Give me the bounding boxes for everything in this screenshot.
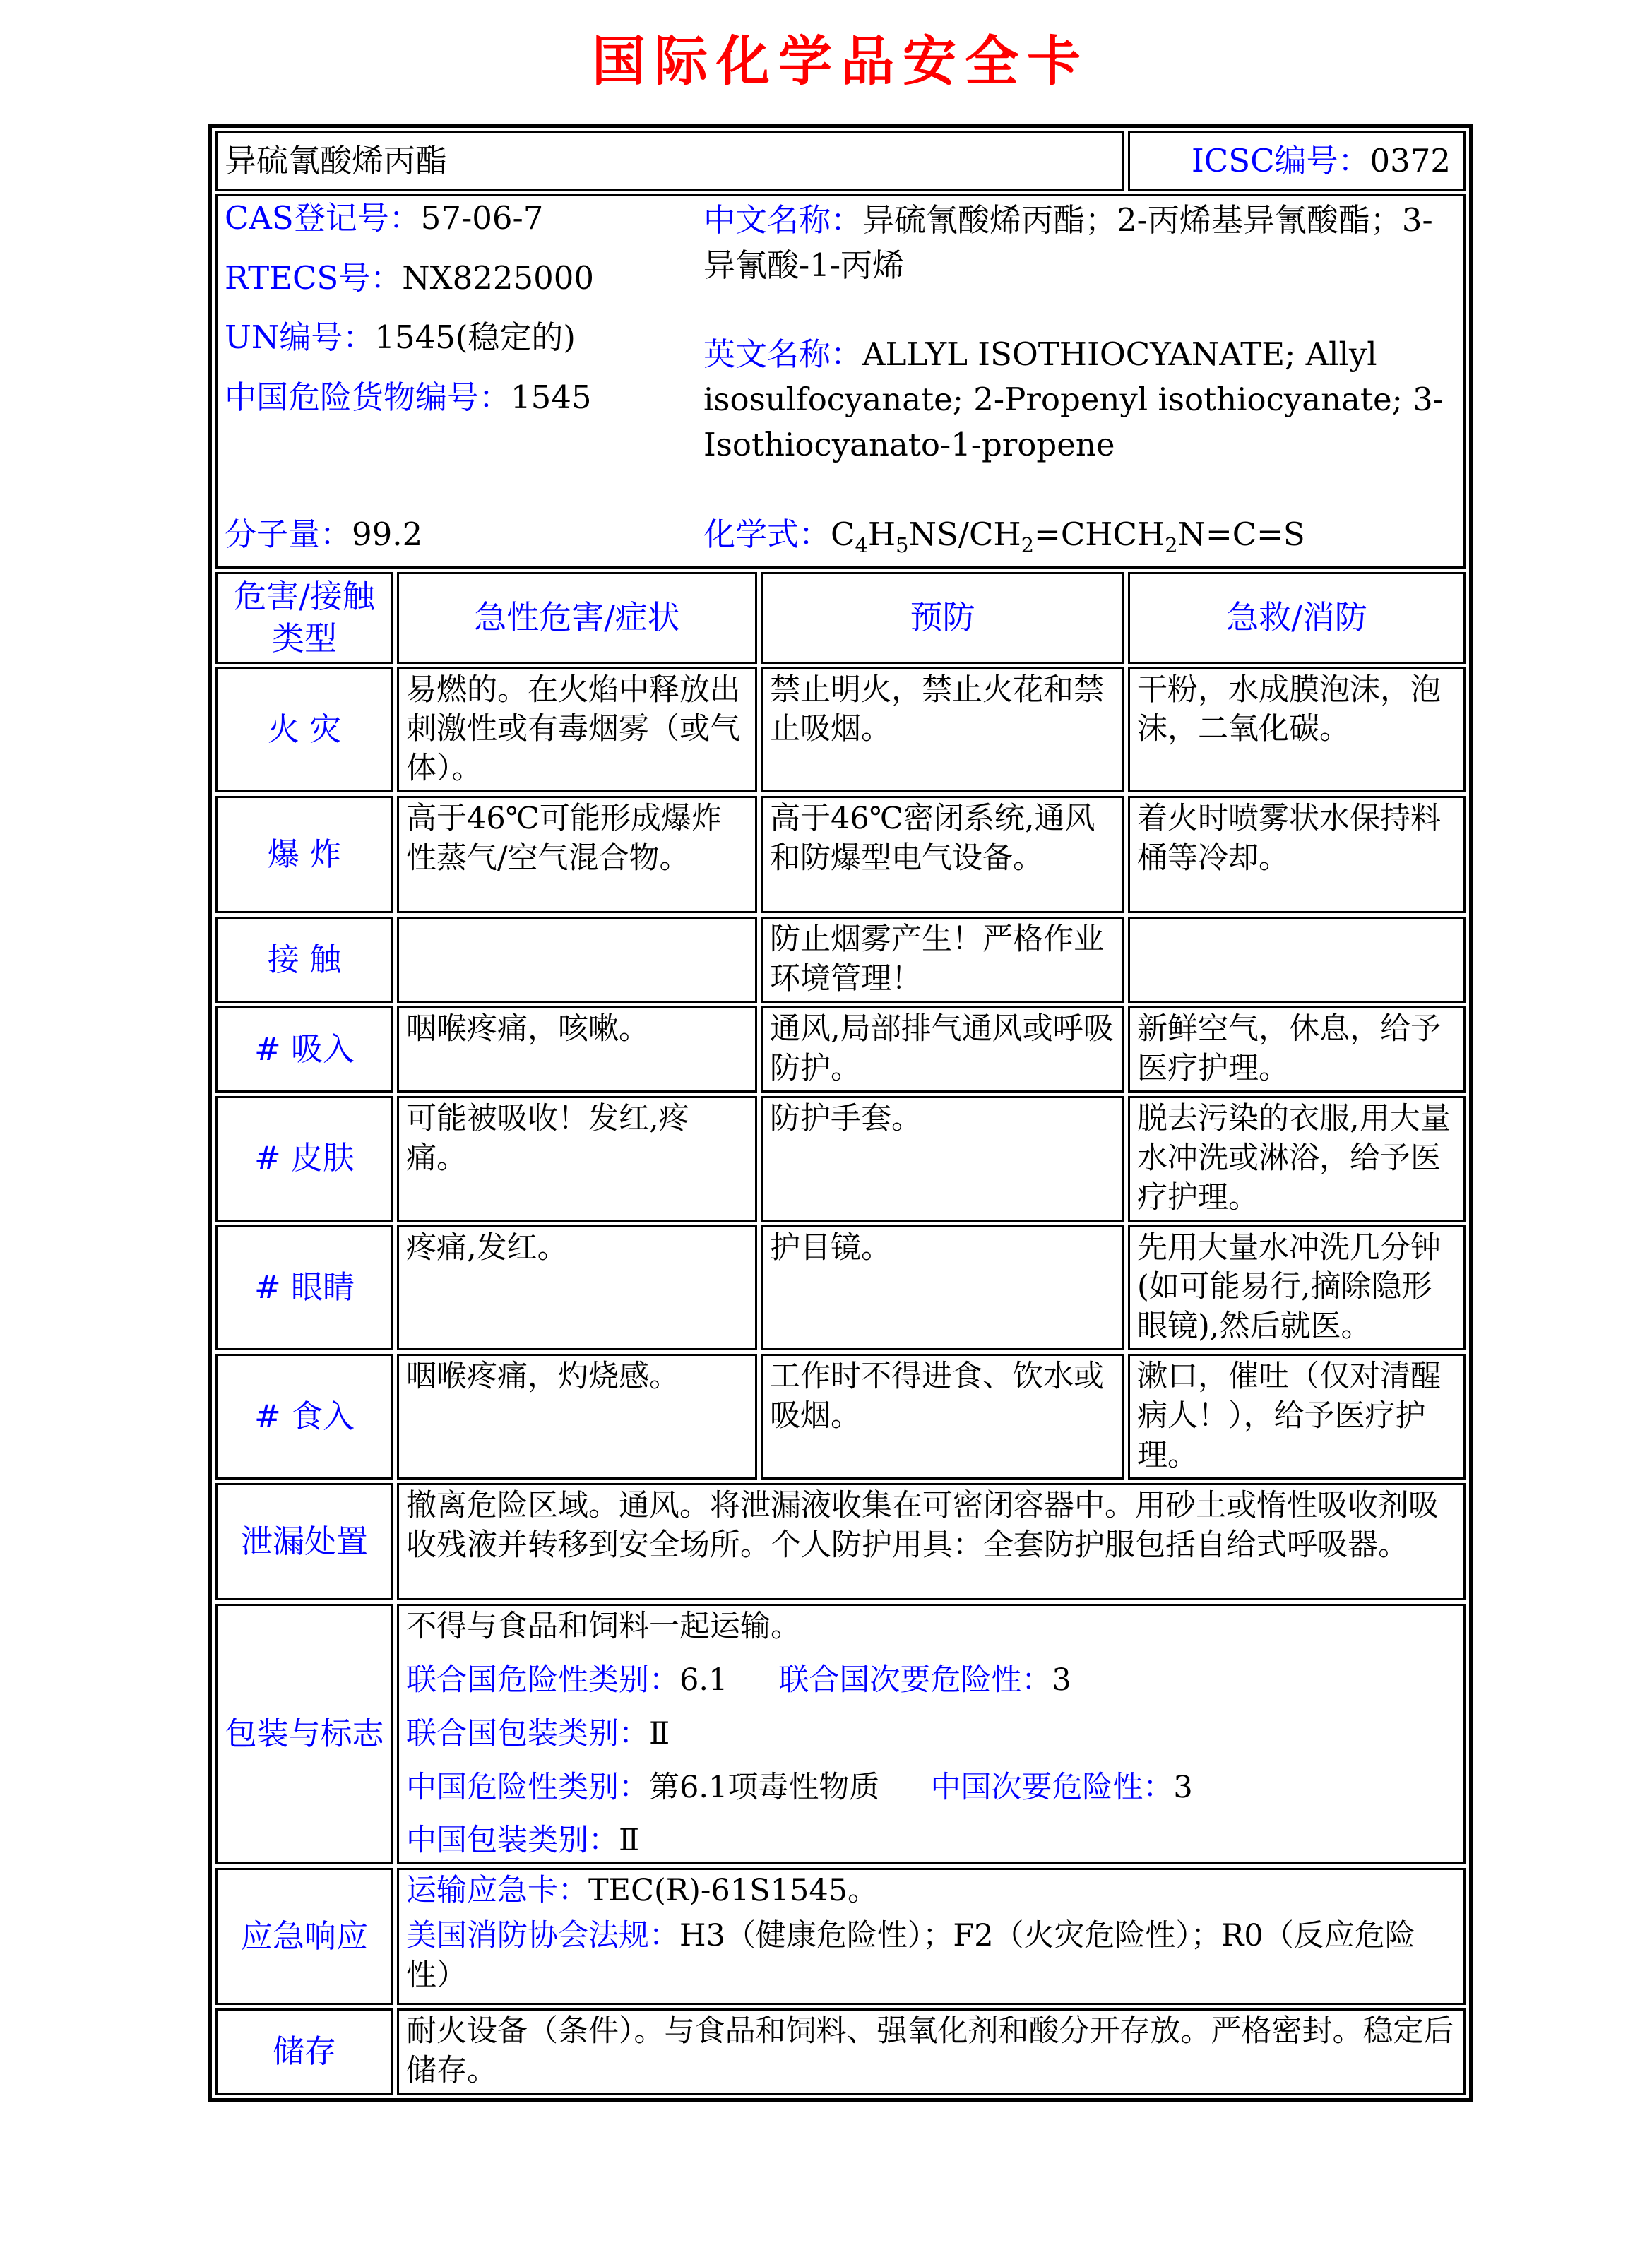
row-ingestion-symptoms: 咽喉疼痛，灼烧感。 [397,1354,757,1480]
row-eyes-response: 先用大量水冲洗几分钟(如可能易行,摘除隐形眼镜),然后就医。 [1128,1225,1466,1351]
col-header-firstaid: 急救/消防 [1128,572,1466,664]
col-header-hazard-type: 危害/接触 类型 [215,572,393,664]
row-packaging-content [397,1604,1466,1864]
row-spillage-label: 泄漏处置 [215,1483,393,1600]
row-explosion [215,796,1466,913]
row-exposure-prevention: 防止烟雾产生！严格作业环境管理！ [761,917,1124,1003]
row-emergency [215,1868,1466,2005]
row-exposure-label: 接 触 [215,917,393,1003]
row-exposure [215,917,1466,1003]
row-skin-response: 脱去污染的衣服,用大量水冲洗或淋浴，给予医疗护理。 [1128,1096,1466,1222]
chemical-formula-line: 化学式：$C_4H_5NS/CH_2=CHCH_2N=C=S$ [703,515,1305,557]
cas-line: CAS登记号：57-06-7 [225,199,544,237]
names-block [703,198,1456,467]
row-skin-prevention: 防护手套。 [761,1096,1124,1222]
row-inhalation-label: # 吸入 [215,1006,393,1093]
row-spillage [215,1483,1466,1600]
row-emergency-content [397,1868,1466,2005]
row-eyes-symptoms: 疼痛,发红。 [397,1225,757,1351]
row-inhalation-response: 新鲜空气，休息，给予医疗护理。 [1128,1006,1466,1093]
row-explosion-symptoms: 高于46℃可能形成爆炸性蒸气/空气混合物。 [397,796,757,913]
row-explosion-response: 着火时喷雾状水保持料桶等冷却。 [1128,796,1466,913]
row-fire-label: 火 灾 [215,667,393,793]
row-storage [215,2008,1466,2095]
row-exposure-symptoms [397,917,757,1003]
row-skin [215,1096,1466,1222]
row-eyes-label: # 眼睛 [215,1225,393,1351]
row-inhalation-prevention: 通风,局部排气通风或呼吸防护。 [761,1006,1124,1093]
page-title: 国际化学品安全卡 [592,30,1089,93]
identifiers-cell [215,194,1466,569]
row-spillage-text: 撤离危险区域。通风。将泄漏液收集在可密闭容器中。用砂土或惰性吸收剂吸收残液并转移到安全场所。个人防护用具：全套防护服包括自给式呼吸器。 [397,1483,1466,1600]
row-fire-symptoms: 易燃的。在火焰中释放出刺激性或有毒烟雾（或气体）。 [397,667,757,793]
icsc-number-cell [1128,131,1466,191]
substance-name: 异硫氰酸烯丙酯 [215,131,1124,191]
row-fire [215,667,1466,793]
col-header-prevention: 预防 [761,572,1124,664]
rtecs-line: RTECS号：NX8225000 [225,258,595,297]
cn-dg-number-line: 中国危险货物编号：1545 [225,378,592,416]
un-number-line: UN编号：1545(稳定的) [225,319,576,356]
row-skin-label: # 皮肤 [215,1096,393,1222]
icsc-number: 0372 [1369,141,1451,179]
row-fire-response: 干粉，水成膜泡沫，泡沫，二氧化碳。 [1128,667,1466,793]
row-ingestion-prevention: 工作时不得进食、饮水或吸烟。 [761,1354,1124,1480]
packaging-transport-note: 不得与食品和饲料一起运输。 [406,1608,801,1644]
molecular-weight-line: 分子量：99.2 [225,515,423,553]
header-row [215,131,1466,191]
packaging-un-class-line: 联合国危险性类别：6.1 联合国次要危险性：3 [406,1662,1071,1698]
emergency-tec-line: 运输应急卡：TEC(R)-61S1545。 [406,1873,879,1909]
packaging-cn-class-line: 中国危险性类别：第6.1项毒性物质 中国次要危险性：3 [406,1769,1193,1805]
row-skin-symptoms: 可能被吸收！发红,疼痛。 [397,1096,757,1222]
row-storage-label: 储存 [215,2008,393,2095]
row-inhalation [215,1006,1466,1093]
hazard-table-header [215,572,1466,664]
col-header-symptoms: 急性危害/症状 [397,572,757,664]
chinese-name: 中文名称：异硫氰酸烯丙酯；2-丙烯基异氰酸酯；3-异氰酸-1-丙烯 [703,201,1433,284]
emergency-nfpa-line: 美国消防协会法规：H3（健康危险性）；F2（火灾危险性）；R0（反应危险性） [406,1918,1415,1994]
row-ingestion-response: 漱口，催吐（仅对清醒病人！），给予医疗护理。 [1128,1354,1466,1480]
english-name: 英文名称：ALLYL ISOTHIOCYANATE; Allyl isosulfocyanate; 2-Propenyl isothiocyanate; 3-Isothiocyanato-1-propene [703,335,1444,463]
packaging-cn-pack-line: 中国包装类别：Ⅱ [406,1823,640,1859]
row-inhalation-symptoms: 咽喉疼痛，咳嗽。 [397,1006,757,1093]
row-explosion-label: 爆 炸 [215,796,393,913]
row-emergency-label: 应急响应 [215,1868,393,2005]
icsc-label: ICSC编号： [1192,141,1370,179]
row-packaging [215,1604,1466,1864]
packaging-un-pack-line: 联合国包装类别：Ⅱ [406,1715,670,1751]
registry-numbers-block [225,198,696,467]
identifiers-row [215,194,1466,569]
row-ingestion-label: # 食入 [215,1354,393,1480]
row-fire-prevention: 禁止明火，禁止火花和禁止吸烟。 [761,667,1124,793]
row-ingestion [215,1354,1466,1480]
row-exposure-response [1128,917,1466,1003]
row-explosion-prevention: 高于46℃密闭系统,通风和防爆型电气设备。 [761,796,1124,913]
row-eyes-prevention: 护目镜。 [761,1225,1124,1351]
icsc-card-table [208,124,1473,2102]
row-storage-text: 耐火设备（条件）。与食品和饲料、强氧化剂和酸分开存放。严格密封。稳定后储存。 [397,2008,1466,2095]
row-eyes [215,1225,1466,1351]
row-packaging-label: 包装与标志 [215,1604,393,1864]
